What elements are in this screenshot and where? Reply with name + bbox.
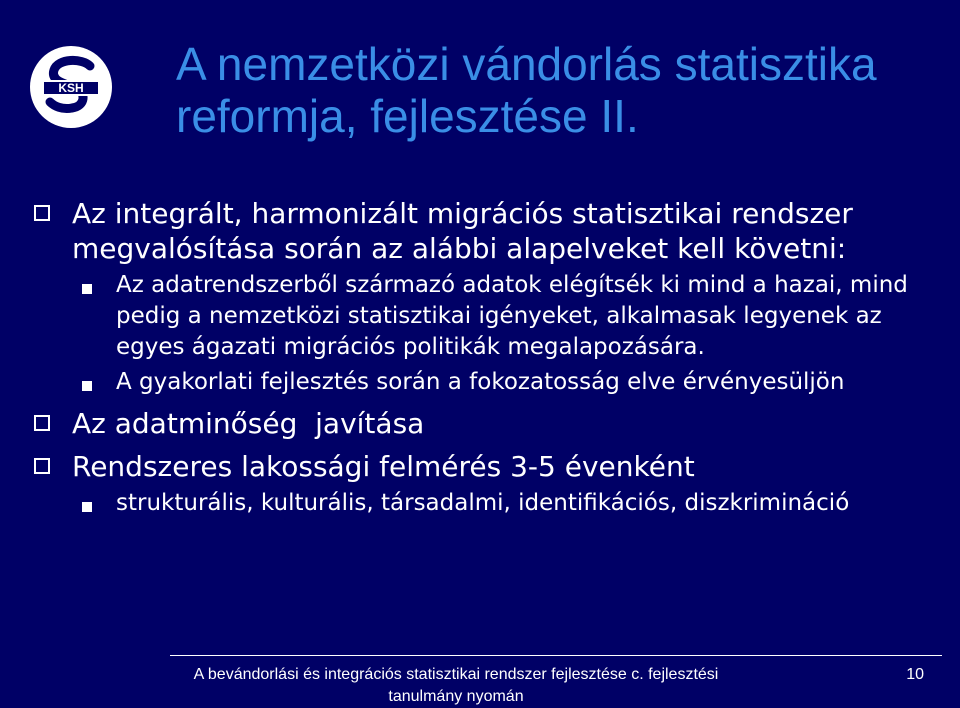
page-number: 10: [906, 666, 924, 683]
bullet-1-sub-1-text: Az adatrendszerből származó adatok elégítsék ki mind a hazai, mind pedig a nemzetközi statisztikai igényeket, alkalmasak legyenek az egyes ágazati migrációs politikák megalapozására.: [116, 272, 908, 360]
ksh-logo: [28, 44, 114, 130]
hollow-square-bullet-icon: [34, 458, 50, 474]
bullet-1-sub-1: [76, 270, 932, 363]
hollow-square-bullet-icon: [34, 415, 50, 431]
filled-square-bullet-icon: [82, 502, 92, 512]
bullet-2-text: Az adatminőség javítása: [72, 407, 425, 440]
footer-text: A bevándorlási és integrációs statisztikai rendszer fejlesztése c. fejlesztési tanulmány nyomán: [193, 666, 719, 705]
bullet-1: [32, 196, 932, 266]
bullet-3-text: Rendszeres lakossági felmérés 3-5 évenként: [72, 450, 695, 483]
bullet-1-text: Az integrált, harmonizált migrációs statisztikai rendszer megvalósítása során az alábbi alapelveket kell követni:: [72, 197, 853, 265]
footer-divider: [170, 655, 942, 656]
bullet-list: [32, 196, 932, 519]
logo-text: KSH: [58, 81, 84, 95]
title-line-1: A nemzetközi vándorlás statisztika: [176, 38, 877, 90]
slide-title: [176, 38, 946, 142]
filled-square-bullet-icon: [82, 284, 92, 294]
title-line-2: reformja, fejlesztése II.: [176, 90, 639, 142]
bullet-3: [32, 449, 932, 484]
bullet-3-sub-1-text: strukturális, kulturális, társadalmi, identifikációs, diszkrimináció: [116, 490, 850, 516]
bullet-2: [32, 406, 932, 441]
bullet-1-sub-2: [76, 367, 932, 398]
filled-square-bullet-icon: [82, 381, 92, 391]
bullet-1-sub-2-text: A gyakorlati fejlesztés során a fokozatosság elve érvényesüljön: [116, 369, 845, 395]
bullet-3-sub-1: [76, 488, 932, 519]
hollow-square-bullet-icon: [34, 205, 50, 221]
